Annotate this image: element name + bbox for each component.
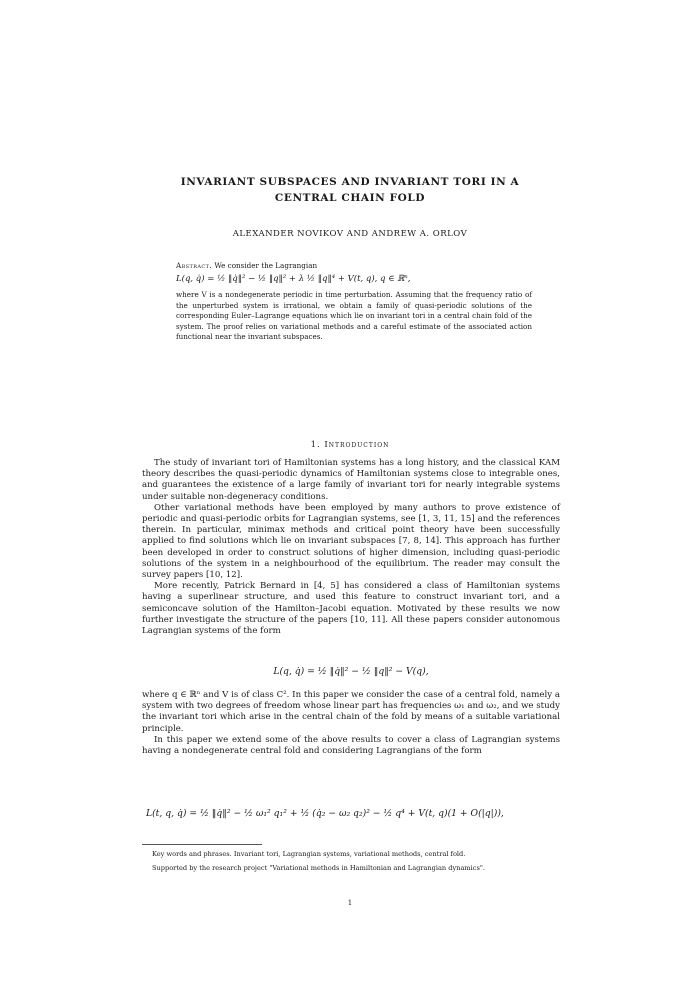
abstract [176, 261, 532, 343]
abstract-heading: Abstract. [176, 261, 213, 270]
footnote-1: Key words and phrases. Invariant tori, Lagrangian systems, variational methods, central fold. [152, 850, 466, 858]
footnote-rule [142, 844, 262, 845]
authors: ALEXANDER NOVIKOV AND ANDREW A. ORLOV [232, 229, 468, 239]
section-heading-introduction: 1. Introduction [310, 440, 390, 450]
title-line-2: CENTRAL CHAIN FOLD [274, 192, 426, 204]
title-line-1: INVARIANT SUBSPACES AND INVARIANT TORI IN A [180, 176, 520, 188]
abstract-text-2: where V is a nondegenerate periodic in time perturbation. Assuming that the frequency ratio of the unperturbed system is irrational, we obtain a family of quasi-periodic solutions of the corresponding Euler–Lagrange equations which lie on invariant tori in a central chain fold of the system. The proof relies on variational methods and a careful estimate of the associated action functional near the invariant subspaces. [176, 290, 532, 341]
paragraph-4: where q ∈ ℝⁿ and V is of class C². In this paper we consider the case of a central fold, namely a system with two degrees of freedom whose linear part has frequencies ω₁ and ω₂, and we study the invariant tori which arise in the central chain of the fold by means of a suitable variational principle. [142, 690, 560, 734]
abstract-equation: L(q, q̇) = ½ ‖q̇‖² − ½ ‖q‖² + λ ½ ‖q‖⁴ + V(t, q), q ∈ ℝⁿ, [176, 273, 411, 284]
paragraph-5: In this paper we extend some of the above results to cover a class of Lagrangian systems having a nondegenerate central fold and considering Lagrangians of the form [142, 734, 560, 757]
paragraph-1: The study of invariant tori of Hamiltonian systems has a long history, and the classical KAM theory describes the quasi-periodic dynamics of Hamiltonian systems close to integrable ones, and guarantees the existence of a large family of invariant tori for nearly integrable systems under suitable non-degeneracy conditions. [142, 458, 560, 502]
display-equation-2: L(t, q, q̇) = ½ ‖q̇‖² − ½ ω₁² q₁² + ½ (q̇₂ − ω₂ q₂)² − ½ q⁴ + V(t, q)(1 + O(|q|)), [146, 808, 504, 819]
paragraph-3: More recently, Patrick Bernard in [4, 5] has considered a class of Hamiltonian systems having a superlinear structure, and used this feature to construct invariant tori, and a semiconcave solution of the Hamilton–Jacobi equation. Motivated by these results we now further investigate the structure of the papers [10, 11]. All these papers consider autonomous Lagrangian systems of the form [142, 581, 560, 637]
body-text-block-2 [142, 690, 560, 757]
body-text-block-1 [142, 458, 560, 637]
paragraph-2: Other variational methods have been employed by many authors to prove existence of periodic and quasi-periodic orbits for Lagrangian systems, see [1, 3, 11, 15] and the references therein. In particular, minimax methods and critical point theory have been successfully applied to find solutions which lie on invariant subspaces [7, 8, 14]. This approach has further been developed in order to construct solutions of higher dimension, including quasi-periodic solutions of the system in a neighbourhood of the equilibrium. The reader may consult the survey papers [10, 12]. [142, 502, 560, 581]
footnotes [142, 850, 560, 877]
display-equation-1: L(q, q̇) = ½ ‖q̇‖² − ½ ‖q‖² − V(q), [273, 666, 429, 677]
page-number: 1 [347, 899, 353, 907]
footnote-2: Supported by the research project "Variational methods in Hamiltonian and Lagrangian dynamics". [152, 863, 485, 872]
paper-title [150, 174, 550, 206]
abstract-text-1: We consider the Lagrangian [214, 261, 318, 270]
